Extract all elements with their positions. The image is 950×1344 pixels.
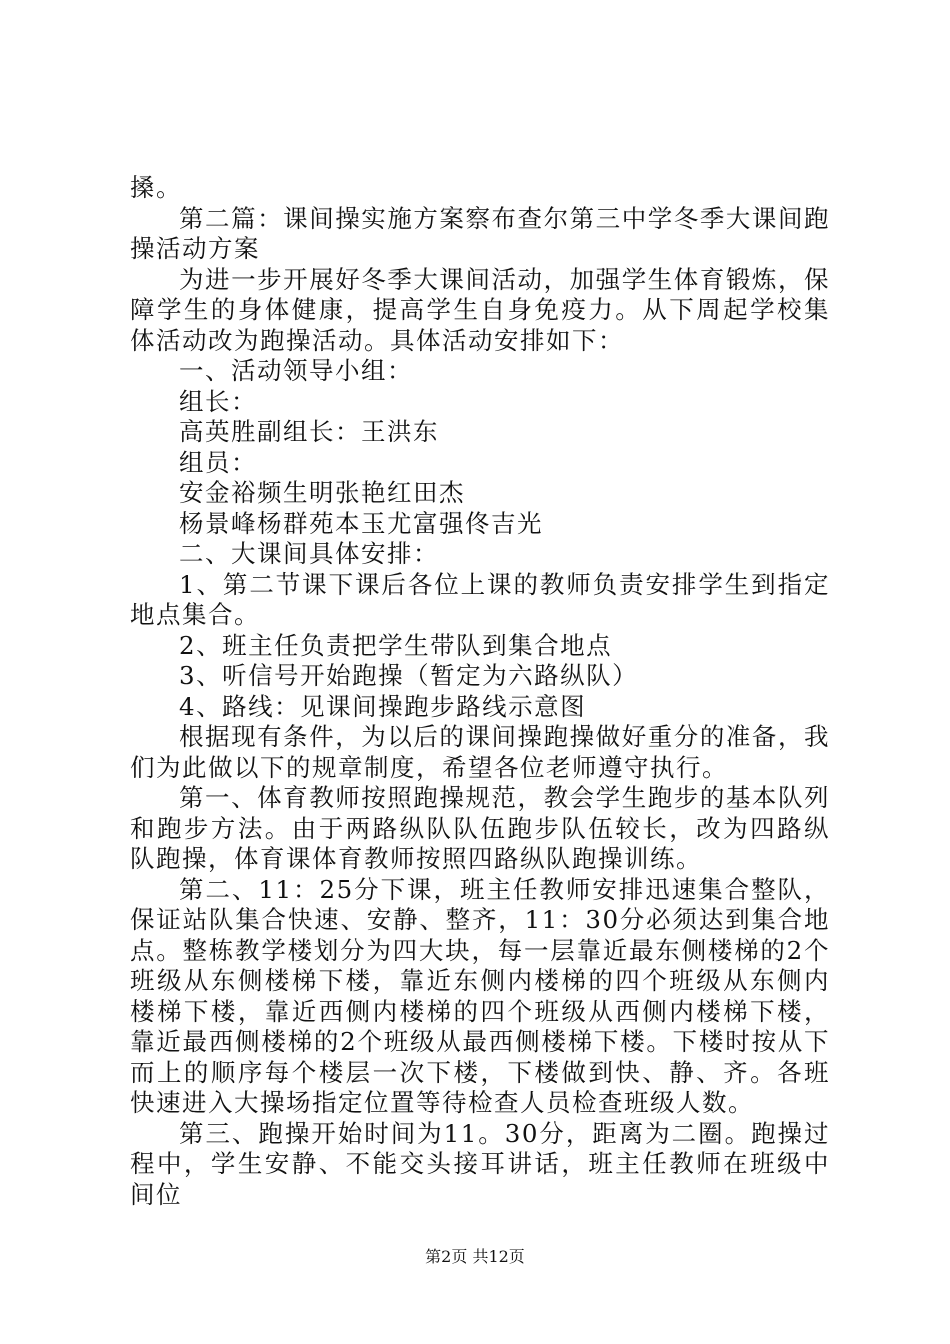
page-footer: 第2页 共12页 [425,1247,525,1266]
paragraph-14: 4、路线：见课间操跑步路线示意图 [179,691,587,721]
paragraph-13: 3、听信号开始跑操（暂定为六路纵队） [179,661,639,690]
paragraph-7: 组员： [179,447,257,477]
paragraph-6: 高英胜副组长：王洪东 [179,417,439,446]
paragraph-12: 2、班主任负责把学生带队到集合地点 [179,630,613,660]
paragraph-9: 杨景峰杨群苑本玉尤富强佟吉光 [179,508,543,538]
paragraph-4: 一、活动领导小组： [179,356,413,385]
document-body [130,173,830,1210]
paragraph-11: 1、第二节课下课后各位上课的教师负责安排学生到指定地点集合。 [130,569,830,629]
paragraph-1: 搡。 [130,173,182,202]
paragraph-5: 组长： [179,386,257,416]
paragraph-3: 为进一步开展好冬季大课间活动，加强学生体育锻炼，保障学生的身体健康，提高学生自身免疫力。从下周起学校集体活动改为跑操活动。具体活动安排如下： [130,264,830,355]
paragraph-15: 根据现有条件，为以后的课间操跑操做好重分的准备，我们为此做以下的规章制度，希望各位老师遵守执行。 [130,722,830,782]
paragraph-8: 安金裕频生明张艳红田杰 [179,478,465,507]
paragraph-2: 第二篇：课间操实施方案察布查尔第三中学冬季大课间跑操活动方案 [130,203,830,263]
paragraph-10: 二、大课间具体安排： [179,539,439,568]
paragraph-16: 第一、体育教师按照跑操规范，教会学生跑步的基本队列和跑步方法。由于两路纵队队伍跑步队伍较长，改为四路纵队跑操，体育课体育教师按照四路纵队跑操训练。 [130,783,830,873]
paragraph-17: 第二、11：25分下课，班主任教师安排迅速集合整队，保证站队集合快速、安静、整齐，11：30分必须达到集合地点。整栋教学楼划分为四大块，每一层靠近最东侧楼梯的2个班级从东侧楼梯下楼，靠近东侧内楼梯的四个班级从东侧内楼梯下楼，靠近西侧内楼梯的四个班级从西侧内楼梯下楼，靠近最西侧楼梯的2个班级从最西侧楼梯下楼。下楼时按从下而上的顺序每个楼层一次下楼，下楼做到快、静、齐。各班快速进入大操场指定位置等待检查人员检查班级人数。 [130,874,830,1117]
paragraph-18: 第三、跑操开始时间为11。30分，距离为二圈。跑操过程中，学生安静、不能交头接耳讲话，班主任教师在班级中间位 [130,1118,830,1209]
